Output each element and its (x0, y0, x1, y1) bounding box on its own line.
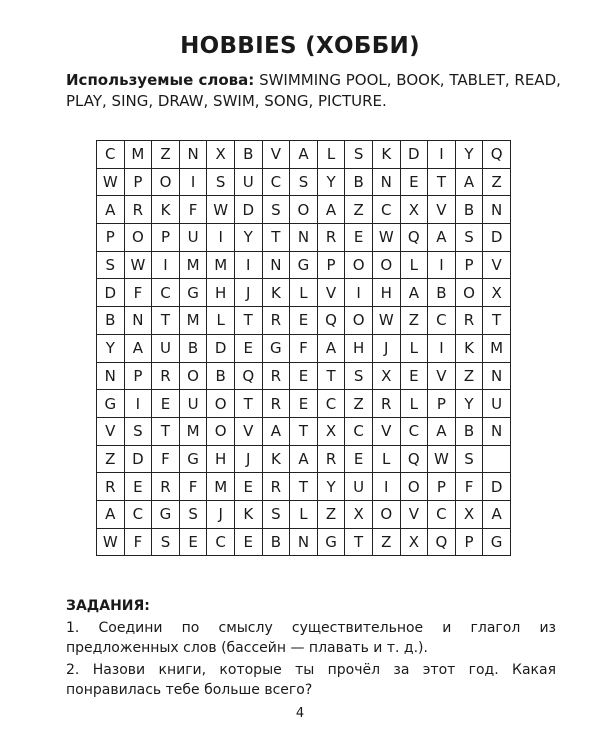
grid-cell: B (455, 417, 483, 445)
grid-row (97, 390, 511, 418)
grid-cell: K (262, 279, 290, 307)
grid-cell: R (152, 473, 180, 501)
grid-cell: Y (455, 390, 483, 418)
grid-cell: F (290, 334, 318, 362)
grid-cell: T (317, 362, 345, 390)
grid-cell: X (483, 279, 511, 307)
grid-cell: Y (234, 224, 262, 252)
grid-cell: O (179, 362, 207, 390)
page-title: HOBBIES (ХОББИ) (180, 33, 420, 59)
task-1: 1. Соедини по смыслу существительное и глагол из предложенных слов (бассейн — плавать и т. д.). (66, 620, 556, 656)
grid-cell: L (290, 500, 318, 528)
grid-cell: P (428, 390, 456, 418)
grid-cell: R (262, 362, 290, 390)
grid-cell: N (97, 362, 125, 390)
grid-cell: E (400, 168, 428, 196)
grid-cell: J (234, 445, 262, 473)
grid-cell: H (372, 279, 400, 307)
grid-cell: E (234, 528, 262, 556)
grid-cell: D (234, 196, 262, 224)
grid-cell: V (372, 417, 400, 445)
grid-cell: L (400, 334, 428, 362)
grid-cell: N (483, 196, 511, 224)
grid-cell: S (455, 224, 483, 252)
grid-cell: Y (455, 141, 483, 169)
grid-cell: I (207, 224, 235, 252)
grid-cell: I (372, 473, 400, 501)
grid-cell: C (152, 279, 180, 307)
grid-cell: K (455, 334, 483, 362)
grid-cell: H (345, 334, 373, 362)
grid-cell: A (400, 279, 428, 307)
grid-cell: D (400, 141, 428, 169)
grid-cell: D (483, 473, 511, 501)
grid-cell: Z (345, 390, 373, 418)
grid-row (97, 362, 511, 390)
grid-cell: T (290, 417, 318, 445)
grid-cell: N (483, 417, 511, 445)
grid-cell: J (234, 279, 262, 307)
grid-cell: E (124, 473, 152, 501)
grid-cell: R (97, 473, 125, 501)
grid-row (97, 196, 511, 224)
grid-cell: T (483, 307, 511, 335)
grid-cell: R (262, 390, 290, 418)
grid-cell: K (152, 196, 180, 224)
grid-cell: X (345, 500, 373, 528)
grid-cell: T (345, 528, 373, 556)
grid-row (97, 307, 511, 335)
grid-cell: I (428, 251, 456, 279)
grid-cell: R (262, 307, 290, 335)
grid-cell: C (207, 528, 235, 556)
grid-cell: B (234, 141, 262, 169)
grid-cell: G (262, 334, 290, 362)
grid-cell: V (317, 279, 345, 307)
grid-cell: G (179, 279, 207, 307)
grid-cell: M (207, 251, 235, 279)
grid-cell: E (234, 473, 262, 501)
grid-cell: Y (317, 168, 345, 196)
grid-cell: C (317, 390, 345, 418)
grid-cell: Q (234, 362, 262, 390)
grid-cell: A (262, 417, 290, 445)
grid-row (97, 224, 511, 252)
grid-cell: U (483, 390, 511, 418)
grid-cell: E (290, 390, 318, 418)
grid-row (97, 279, 511, 307)
grid-cell: K (262, 445, 290, 473)
grid-cell: N (290, 528, 318, 556)
task-2: 2. Назови книги, которые ты прочёл за этот год. Какая понравилась тебе больше всего? (66, 662, 556, 698)
grid-cell: Q (428, 528, 456, 556)
grid-cell: C (345, 417, 373, 445)
grid-cell: A (455, 168, 483, 196)
grid-cell: E (152, 390, 180, 418)
grid-cell: Z (372, 528, 400, 556)
grid-cell: V (400, 500, 428, 528)
grid-cell: C (97, 141, 125, 169)
grid-cell: O (372, 251, 400, 279)
grid-cell: U (345, 473, 373, 501)
grid-cell: R (317, 445, 345, 473)
grid-cell: A (317, 334, 345, 362)
grid-cell: P (152, 224, 180, 252)
grid-cell: Z (317, 500, 345, 528)
grid-cell: F (152, 445, 180, 473)
grid-cell: F (124, 279, 152, 307)
grid-cell: P (317, 251, 345, 279)
grid-cell: X (400, 528, 428, 556)
grid-cell: D (483, 224, 511, 252)
grid-cell: P (124, 362, 152, 390)
grid-cell: Q (400, 445, 428, 473)
grid-cell: M (124, 141, 152, 169)
grid-cell: V (97, 417, 125, 445)
grid-cell: I (179, 168, 207, 196)
used-words-list: SWIMMING POOL, BOOK, TABLET, READ, PLAY, SING, DRAW, SWIM, SONG, PICTURE. (66, 71, 561, 110)
grid-cell: B (455, 196, 483, 224)
grid-row (97, 141, 511, 169)
grid-cell: O (400, 473, 428, 501)
grid-cell: A (290, 141, 318, 169)
grid-cell: X (455, 500, 483, 528)
grid-cell: E (290, 307, 318, 335)
grid-cell (483, 445, 511, 473)
grid-cell: F (179, 473, 207, 501)
grid-cell: S (455, 445, 483, 473)
grid-cell: P (455, 528, 483, 556)
used-words (66, 70, 566, 112)
grid-cell: F (179, 196, 207, 224)
grid-row (97, 445, 511, 473)
grid-cell: N (372, 168, 400, 196)
grid-cell: R (124, 196, 152, 224)
grid-cell: V (428, 362, 456, 390)
grid-cell: S (152, 528, 180, 556)
grid-row (97, 168, 511, 196)
grid-cell: L (400, 390, 428, 418)
grid-cell: T (262, 224, 290, 252)
grid-row (97, 251, 511, 279)
grid-cell: A (124, 334, 152, 362)
grid-cell: E (290, 362, 318, 390)
grid-cell: R (262, 473, 290, 501)
grid-cell: T (152, 417, 180, 445)
grid-cell: O (455, 279, 483, 307)
grid-cell: B (345, 168, 373, 196)
grid-cell: Z (152, 141, 180, 169)
grid-cell: L (372, 445, 400, 473)
grid-cell: B (428, 279, 456, 307)
page-number: 4 (295, 706, 305, 721)
grid-cell: O (345, 251, 373, 279)
grid-cell: G (97, 390, 125, 418)
grid-cell: J (372, 334, 400, 362)
grid-cell: A (483, 500, 511, 528)
grid-cell: H (207, 445, 235, 473)
grid-cell: D (97, 279, 125, 307)
grid-cell: V (483, 251, 511, 279)
grid-cell: S (124, 417, 152, 445)
grid-cell: W (372, 307, 400, 335)
grid-row (97, 500, 511, 528)
grid-cell: T (290, 473, 318, 501)
grid-cell: W (207, 196, 235, 224)
grid-cell: C (124, 500, 152, 528)
grid-cell: G (483, 528, 511, 556)
tasks-title: ЗАДАНИЯ: (66, 598, 150, 614)
grid-cell: W (97, 168, 125, 196)
grid-cell: A (290, 445, 318, 473)
grid-cell: H (207, 279, 235, 307)
grid-cell: B (262, 528, 290, 556)
grid-cell: W (97, 528, 125, 556)
grid-cell: A (428, 417, 456, 445)
grid-cell: S (262, 196, 290, 224)
grid-cell: S (290, 168, 318, 196)
grid-cell: B (179, 334, 207, 362)
grid-cell: A (97, 500, 125, 528)
grid-cell: V (234, 417, 262, 445)
grid-cell: F (124, 528, 152, 556)
grid-cell: O (152, 168, 180, 196)
grid-cell: K (234, 500, 262, 528)
grid-cell: N (179, 141, 207, 169)
grid-cell: G (179, 445, 207, 473)
grid-cell: N (483, 362, 511, 390)
grid-cell: S (262, 500, 290, 528)
grid-cell: L (290, 279, 318, 307)
grid-cell: W (124, 251, 152, 279)
grid-cell: P (428, 473, 456, 501)
grid-cell: F (455, 473, 483, 501)
grid-cell: M (179, 417, 207, 445)
grid-cell: Y (97, 334, 125, 362)
grid-cell: P (97, 224, 125, 252)
grid-cell: Z (345, 196, 373, 224)
grid-cell: L (317, 141, 345, 169)
grid-cell: D (207, 334, 235, 362)
grid-cell: R (152, 362, 180, 390)
grid-cell: C (372, 196, 400, 224)
grid-cell: N (124, 307, 152, 335)
grid-cell: M (179, 307, 207, 335)
grid-cell: G (152, 500, 180, 528)
grid-cell: U (234, 168, 262, 196)
grid-row (97, 528, 511, 556)
grid-cell: I (124, 390, 152, 418)
grid-cell: E (179, 528, 207, 556)
word-search-grid (96, 140, 511, 556)
grid-cell: B (97, 307, 125, 335)
grid-cell: U (179, 390, 207, 418)
grid-cell: V (262, 141, 290, 169)
grid-cell: Q (400, 224, 428, 252)
grid-cell: I (428, 141, 456, 169)
grid-cell: E (234, 334, 262, 362)
grid-cell: Y (317, 473, 345, 501)
grid-cell: Z (400, 307, 428, 335)
grid-cell: E (345, 224, 373, 252)
grid-cell: O (290, 196, 318, 224)
grid-cell: B (207, 362, 235, 390)
grid-cell: R (317, 224, 345, 252)
grid-cell: U (152, 334, 180, 362)
grid-row (97, 473, 511, 501)
grid-cell: C (400, 417, 428, 445)
grid-cell: O (372, 500, 400, 528)
grid-cell: D (124, 445, 152, 473)
grid-cell: Z (455, 362, 483, 390)
grid-cell: X (317, 417, 345, 445)
grid-cell: M (483, 334, 511, 362)
grid-cell: I (234, 251, 262, 279)
grid-cell: X (372, 362, 400, 390)
grid-cell: C (428, 307, 456, 335)
grid-cell: T (234, 390, 262, 418)
grid-cell: O (207, 417, 235, 445)
grid-cell: G (290, 251, 318, 279)
grid-cell: K (372, 141, 400, 169)
grid-cell: U (179, 224, 207, 252)
grid-cell: W (428, 445, 456, 473)
grid-cell: M (179, 251, 207, 279)
grid-cell: S (207, 168, 235, 196)
grid-cell: M (207, 473, 235, 501)
grid-cell: X (207, 141, 235, 169)
grid-cell: I (152, 251, 180, 279)
grid-cell: E (345, 445, 373, 473)
grid-cell: V (428, 196, 456, 224)
grid-cell: P (124, 168, 152, 196)
grid-cell: Q (317, 307, 345, 335)
grid-cell: T (234, 307, 262, 335)
grid-cell: I (428, 334, 456, 362)
grid-cell: C (262, 168, 290, 196)
grid-cell: J (207, 500, 235, 528)
grid-cell: O (207, 390, 235, 418)
grid-cell: C (428, 500, 456, 528)
grid-cell: S (345, 141, 373, 169)
grid-cell: A (317, 196, 345, 224)
grid-cell: N (290, 224, 318, 252)
grid-cell: X (400, 196, 428, 224)
grid-cell: R (372, 390, 400, 418)
grid-cell: N (262, 251, 290, 279)
grid-cell: S (97, 251, 125, 279)
grid-cell: S (179, 500, 207, 528)
grid-cell: E (400, 362, 428, 390)
grid-cell: L (400, 251, 428, 279)
grid-cell: R (455, 307, 483, 335)
grid-cell: T (152, 307, 180, 335)
grid-cell: Z (483, 168, 511, 196)
grid-cell: A (97, 196, 125, 224)
grid-cell: P (455, 251, 483, 279)
grid-cell: Q (483, 141, 511, 169)
grid-cell: A (428, 224, 456, 252)
grid-cell: O (345, 307, 373, 335)
grid-row (97, 334, 511, 362)
grid-cell: I (345, 279, 373, 307)
grid-cell: T (428, 168, 456, 196)
grid-cell: G (317, 528, 345, 556)
grid-cell: O (124, 224, 152, 252)
used-words-label: Используемые слова: (66, 71, 255, 89)
grid-cell: S (345, 362, 373, 390)
grid-cell: Z (97, 445, 125, 473)
grid-cell: L (207, 307, 235, 335)
grid-cell: W (372, 224, 400, 252)
grid-row (97, 417, 511, 445)
